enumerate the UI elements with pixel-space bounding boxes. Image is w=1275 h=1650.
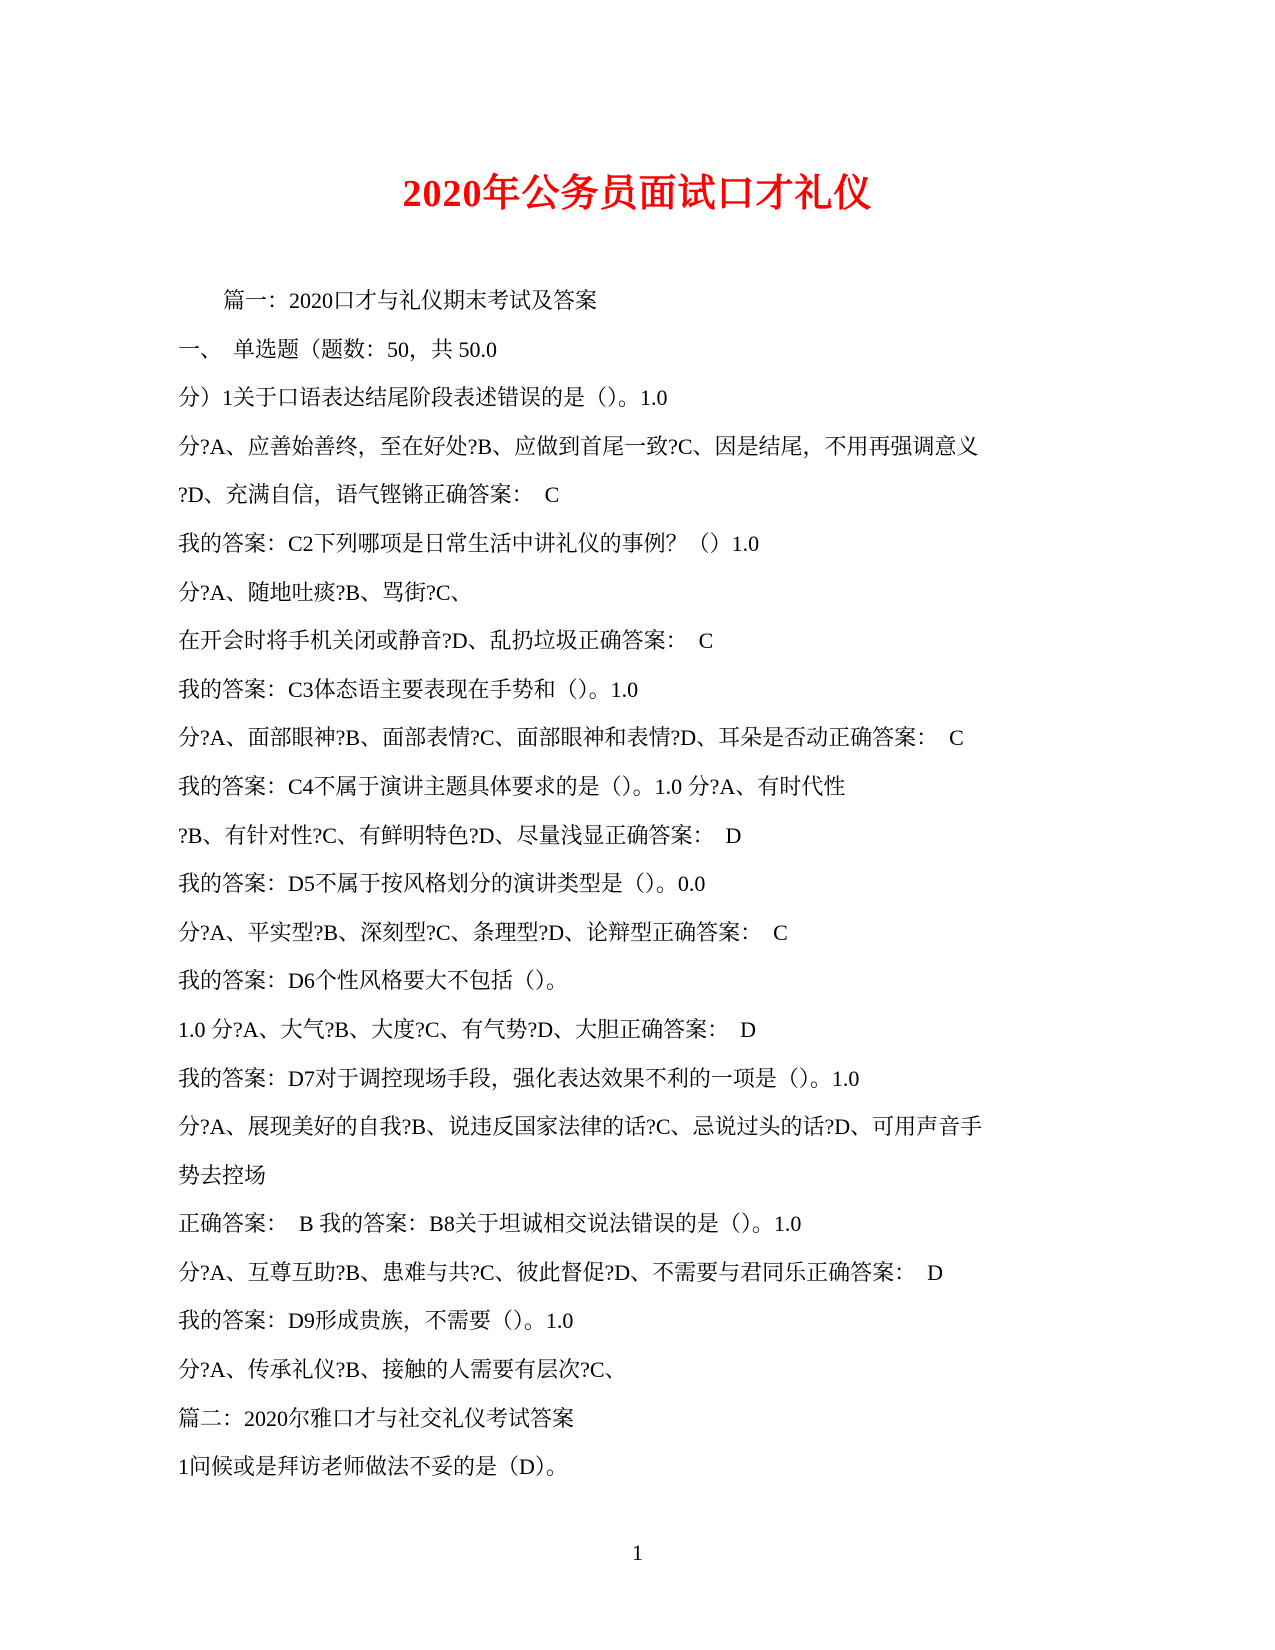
text-line: 分?A、互尊互助?B、患难与共?C、彼此督促?D、不需要与君同乐正确答案： D bbox=[178, 1259, 944, 1285]
text-line: 1问候或是拜访老师做法不妥的是（D）。 bbox=[178, 1454, 568, 1480]
text-line: ?B、有针对性?C、有鲜明特色?D、尽量浅显正确答案： D bbox=[178, 822, 742, 848]
text-line: 我的答案：C2下列哪项是日常生活中讲礼仪的事例？（）1.0 bbox=[178, 530, 760, 556]
text-line: 我的答案：D5不属于按风格划分的演讲类型是（）。0.0 bbox=[178, 871, 706, 897]
text-line: 1.0 分?A、大气?B、大度?C、有气势?D、大胆正确答案： D bbox=[178, 1016, 757, 1042]
text-line: 分?A、面部眼神?B、面部表情?C、面部眼神和表情?D、耳朵是否动正确答案： C bbox=[178, 725, 964, 751]
text-line: 在开会时将手机关闭或静音?D、乱扔垃圾正确答案： C bbox=[178, 628, 714, 654]
text-line: 正确答案： B 我的答案：B8关于坦诚相交说法错误的是（）。1.0 bbox=[178, 1211, 802, 1237]
text-line: ?D、充满自信，语气铿锵正确答案： C bbox=[178, 482, 560, 508]
text-line: 我的答案：D6个性风格要大不包括（）。 bbox=[178, 968, 568, 994]
text-line: 我的答案：D9形成贵族，不需要（）。1.0 bbox=[178, 1308, 574, 1334]
text-line: 分）1关于口语表达结尾阶段表述错误的是（）。1.0 bbox=[178, 385, 668, 411]
text-line: 我的答案：C4不属于演讲主题具体要求的是（）。1.0 分?A、有时代性 bbox=[178, 773, 846, 799]
text-line: 篇一：2020口才与礼仪期末考试及答案 bbox=[223, 288, 598, 313]
text-line: 分?A、传承礼仪?B、接触的人需要有层次?C、 bbox=[178, 1357, 627, 1383]
text-line: 我的答案：C3体态语主要表现在手势和（）。1.0 bbox=[178, 676, 639, 702]
text-line: 分?A、平实型?B、深刻型?C、条理型?D、论辩型正确答案： C bbox=[178, 919, 788, 945]
text-line: 一、 单选题（题数：50，共 50.0 bbox=[178, 336, 498, 362]
document-title: 2020年公务员面试口才礼仪 bbox=[402, 173, 873, 215]
text-line: 篇二：2020尔雅口才与社交礼仪考试答案 bbox=[178, 1405, 575, 1431]
text-line: 分?A、应善始善终，至在好处?B、应做到首尾一致?C、因是结尾，不用再强调意义 bbox=[178, 433, 979, 459]
text-line: 分?A、展现美好的自我?B、说违反国家法律的话?C、忌说过头的话?D、可用声音手 bbox=[178, 1114, 983, 1140]
page-number: 1 bbox=[632, 1540, 643, 1565]
document-body bbox=[178, 277, 1163, 1492]
text-line: 我的答案：D7对于调控现场手段，强化表达效果不利的一项是（）。1.0 bbox=[178, 1065, 860, 1091]
text-line: 势去控场 bbox=[178, 1162, 267, 1188]
text-line: 分?A、随地吐痰?B、骂街?C、 bbox=[178, 579, 473, 605]
